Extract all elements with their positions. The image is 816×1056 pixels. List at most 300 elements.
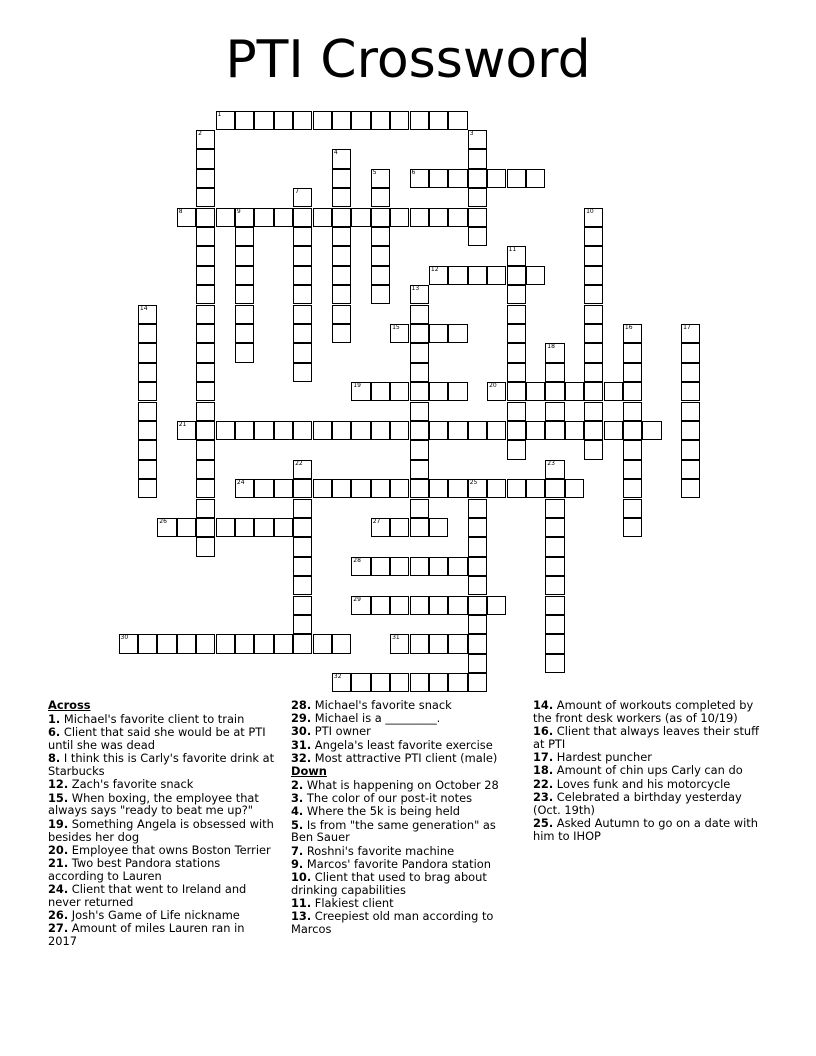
grid-cell[interactable] xyxy=(390,596,409,615)
grid-cell[interactable] xyxy=(313,634,332,653)
grid-cell[interactable] xyxy=(545,363,564,382)
grid-cell[interactable] xyxy=(448,479,467,498)
clue-text: What is happening on October 28 xyxy=(303,777,499,792)
grid-cell[interactable] xyxy=(332,305,351,324)
grid-cell[interactable] xyxy=(313,421,332,440)
grid-cell[interactable] xyxy=(293,479,312,498)
grid-cell[interactable] xyxy=(584,266,603,285)
grid-cell[interactable] xyxy=(545,382,564,401)
grid-cell[interactable] xyxy=(138,363,157,382)
grid-cell[interactable] xyxy=(293,557,312,576)
grid-cell[interactable] xyxy=(254,518,273,537)
grid-cell[interactable] xyxy=(468,130,487,149)
grid-cell[interactable] xyxy=(448,673,467,692)
grid-cell[interactable] xyxy=(235,634,254,653)
grid-cell[interactable] xyxy=(681,460,700,479)
grid-cell[interactable] xyxy=(332,246,351,265)
grid-cell[interactable] xyxy=(138,305,157,324)
clue-number: 13. xyxy=(291,909,312,924)
grid-cell[interactable] xyxy=(371,382,390,401)
grid-cell[interactable] xyxy=(623,518,642,537)
grid-cell[interactable] xyxy=(371,673,390,692)
grid-cell[interactable] xyxy=(138,440,157,459)
grid-cell[interactable] xyxy=(351,557,370,576)
grid-cell[interactable] xyxy=(196,537,215,556)
cell-number: 21 xyxy=(178,420,187,428)
grid-cell[interactable] xyxy=(448,421,467,440)
grid-cell[interactable] xyxy=(681,324,700,343)
grid-cell[interactable] xyxy=(371,246,390,265)
grid-cell[interactable] xyxy=(351,208,370,227)
grid-cell[interactable] xyxy=(196,130,215,149)
grid-cell[interactable] xyxy=(468,654,487,673)
grid-cell[interactable] xyxy=(410,285,429,304)
grid-cell[interactable] xyxy=(371,557,390,576)
grid-cell[interactable] xyxy=(332,169,351,188)
grid-cell[interactable] xyxy=(390,557,409,576)
grid-cell[interactable] xyxy=(196,479,215,498)
grid-cell[interactable] xyxy=(196,440,215,459)
grid-cell[interactable] xyxy=(507,266,526,285)
grid-cell[interactable] xyxy=(274,421,293,440)
grid-cell[interactable] xyxy=(681,402,700,421)
grid-cell[interactable] xyxy=(487,479,506,498)
grid-cell[interactable] xyxy=(584,324,603,343)
grid-cell[interactable] xyxy=(429,634,448,653)
grid-cell[interactable] xyxy=(507,246,526,265)
grid-cell[interactable] xyxy=(196,634,215,653)
grid-cell[interactable] xyxy=(235,227,254,246)
grid-cell[interactable] xyxy=(468,634,487,653)
grid-cell[interactable] xyxy=(371,188,390,207)
grid-cell[interactable] xyxy=(371,518,390,537)
grid-cell[interactable] xyxy=(410,557,429,576)
grid-cell[interactable] xyxy=(429,324,448,343)
grid-cell[interactable] xyxy=(584,363,603,382)
grid-cell[interactable] xyxy=(351,479,370,498)
grid-cell[interactable] xyxy=(448,596,467,615)
grid-cell[interactable] xyxy=(410,499,429,518)
grid-cell[interactable] xyxy=(545,615,564,634)
grid-cell[interactable] xyxy=(410,111,429,130)
grid-cell[interactable] xyxy=(196,460,215,479)
grid-cell[interactable] xyxy=(332,266,351,285)
grid-cell[interactable] xyxy=(274,208,293,227)
grid-cell[interactable] xyxy=(177,421,196,440)
grid-cell[interactable] xyxy=(216,518,235,537)
grid-cell[interactable] xyxy=(584,440,603,459)
grid-cell[interactable] xyxy=(507,363,526,382)
grid-cell[interactable] xyxy=(196,343,215,362)
grid-cell[interactable] xyxy=(196,421,215,440)
grid-cell[interactable] xyxy=(468,188,487,207)
grid-cell[interactable] xyxy=(235,479,254,498)
grid-cell[interactable] xyxy=(196,324,215,343)
grid-cell[interactable] xyxy=(235,246,254,265)
grid-cell[interactable] xyxy=(332,421,351,440)
grid-cell[interactable] xyxy=(371,285,390,304)
grid-cell[interactable] xyxy=(468,169,487,188)
grid-cell[interactable] xyxy=(293,615,312,634)
grid-cell[interactable] xyxy=(468,576,487,595)
grid-cell[interactable] xyxy=(429,518,448,537)
grid-cell[interactable] xyxy=(332,673,351,692)
grid-cell[interactable] xyxy=(487,421,506,440)
grid-cell[interactable] xyxy=(313,479,332,498)
grid-cell[interactable] xyxy=(448,557,467,576)
grid-cell[interactable] xyxy=(390,634,409,653)
grid-cell[interactable] xyxy=(429,382,448,401)
grid-cell[interactable] xyxy=(410,596,429,615)
grid-cell[interactable] xyxy=(545,596,564,615)
grid-cell[interactable] xyxy=(507,169,526,188)
grid-cell[interactable] xyxy=(138,479,157,498)
grid-cell[interactable] xyxy=(429,208,448,227)
grid-cell[interactable] xyxy=(681,421,700,440)
grid-cell[interactable] xyxy=(235,266,254,285)
grid-cell[interactable] xyxy=(623,382,642,401)
grid-cell[interactable] xyxy=(623,402,642,421)
grid-cell[interactable] xyxy=(196,169,215,188)
grid-cell[interactable] xyxy=(371,227,390,246)
grid-cell[interactable] xyxy=(293,537,312,556)
grid-cell[interactable] xyxy=(410,324,429,343)
grid-cell[interactable] xyxy=(332,479,351,498)
grid-cell[interactable] xyxy=(584,305,603,324)
grid-cell[interactable] xyxy=(429,673,448,692)
grid-cell[interactable] xyxy=(565,382,584,401)
grid-cell[interactable] xyxy=(196,149,215,168)
grid-cell[interactable] xyxy=(351,421,370,440)
grid-cell[interactable] xyxy=(371,111,390,130)
grid-cell[interactable] xyxy=(254,634,273,653)
grid-cell[interactable] xyxy=(196,382,215,401)
grid-cell[interactable] xyxy=(429,111,448,130)
grid-cell[interactable] xyxy=(507,402,526,421)
grid-cell[interactable] xyxy=(390,421,409,440)
grid-cell[interactable] xyxy=(448,208,467,227)
grid-cell[interactable] xyxy=(332,111,351,130)
grid-cell[interactable] xyxy=(487,169,506,188)
grid-cell[interactable] xyxy=(487,596,506,615)
grid-cell[interactable] xyxy=(584,382,603,401)
grid-cell[interactable] xyxy=(642,421,661,440)
grid-cell[interactable] xyxy=(410,518,429,537)
grid-cell[interactable] xyxy=(138,634,157,653)
grid-cell[interactable] xyxy=(332,149,351,168)
grid-cell[interactable] xyxy=(526,421,545,440)
grid-cell[interactable] xyxy=(138,460,157,479)
grid-cell[interactable] xyxy=(138,343,157,362)
grid-cell[interactable] xyxy=(410,673,429,692)
grid-cell[interactable] xyxy=(235,305,254,324)
grid-cell[interactable] xyxy=(507,324,526,343)
grid-cell[interactable] xyxy=(254,208,273,227)
grid-cell[interactable] xyxy=(545,518,564,537)
grid-cell[interactable] xyxy=(157,518,176,537)
grid-cell[interactable] xyxy=(293,421,312,440)
grid-cell[interactable] xyxy=(274,111,293,130)
cell-number: 19 xyxy=(353,382,361,390)
grid-cell[interactable] xyxy=(216,421,235,440)
grid-cell[interactable] xyxy=(448,266,467,285)
grid-cell[interactable] xyxy=(623,421,642,440)
grid-cell[interactable] xyxy=(507,440,526,459)
grid-cell[interactable] xyxy=(410,460,429,479)
grid-cell[interactable] xyxy=(507,382,526,401)
grid-cell[interactable] xyxy=(468,208,487,227)
grid-cell[interactable] xyxy=(274,634,293,653)
grid-cell[interactable] xyxy=(468,673,487,692)
grid-cell[interactable] xyxy=(468,596,487,615)
grid-cell[interactable] xyxy=(119,634,138,653)
grid-cell[interactable] xyxy=(526,382,545,401)
grid-cell[interactable] xyxy=(351,673,370,692)
grid-cell[interactable] xyxy=(468,227,487,246)
grid-cell[interactable] xyxy=(565,421,584,440)
grid-cell[interactable] xyxy=(584,421,603,440)
grid-cell[interactable] xyxy=(196,208,215,227)
grid-cell[interactable] xyxy=(448,382,467,401)
grid-cell[interactable] xyxy=(216,111,235,130)
grid-cell[interactable] xyxy=(293,266,312,285)
grid-cell[interactable] xyxy=(332,227,351,246)
grid-cell[interactable] xyxy=(468,537,487,556)
grid-cell[interactable] xyxy=(623,343,642,362)
grid-cell[interactable] xyxy=(274,518,293,537)
grid-cell[interactable] xyxy=(196,518,215,537)
grid-cell[interactable] xyxy=(429,421,448,440)
grid-cell[interactable] xyxy=(681,479,700,498)
grid-cell[interactable] xyxy=(681,440,700,459)
grid-cell[interactable] xyxy=(390,111,409,130)
across-clue xyxy=(48,713,276,726)
grid-cell[interactable] xyxy=(371,266,390,285)
grid-cell[interactable] xyxy=(468,557,487,576)
grid-cell[interactable] xyxy=(235,421,254,440)
grid-cell[interactable] xyxy=(623,499,642,518)
grid-cell[interactable] xyxy=(526,479,545,498)
grid-cell[interactable] xyxy=(351,382,370,401)
grid-cell[interactable] xyxy=(293,576,312,595)
grid-cell[interactable] xyxy=(332,634,351,653)
grid-cell[interactable] xyxy=(584,343,603,362)
grid-cell[interactable] xyxy=(545,634,564,653)
grid-cell[interactable] xyxy=(216,634,235,653)
grid-cell[interactable] xyxy=(545,402,564,421)
grid-cell[interactable] xyxy=(313,208,332,227)
grid-cell[interactable] xyxy=(623,479,642,498)
across-clue xyxy=(48,883,276,909)
grid-cell[interactable] xyxy=(681,382,700,401)
grid-cell[interactable] xyxy=(235,518,254,537)
grid-cell[interactable] xyxy=(177,634,196,653)
grid-cell[interactable] xyxy=(254,479,273,498)
grid-cell[interactable] xyxy=(526,266,545,285)
grid-cell[interactable] xyxy=(351,596,370,615)
grid-cell[interactable] xyxy=(429,557,448,576)
grid-cell[interactable] xyxy=(545,576,564,595)
grid-cell[interactable] xyxy=(274,479,293,498)
grid-cell[interactable] xyxy=(390,382,409,401)
grid-cell[interactable] xyxy=(410,479,429,498)
grid-cell[interactable] xyxy=(216,208,235,227)
grid-cell[interactable] xyxy=(468,421,487,440)
grid-cell[interactable] xyxy=(448,324,467,343)
grid-cell[interactable] xyxy=(293,227,312,246)
grid-cell[interactable] xyxy=(196,227,215,246)
grid-cell[interactable] xyxy=(526,169,545,188)
grid-cell[interactable] xyxy=(410,402,429,421)
grid-cell[interactable] xyxy=(448,169,467,188)
grid-cell[interactable] xyxy=(681,343,700,362)
grid-cell[interactable] xyxy=(371,421,390,440)
grid-cell[interactable] xyxy=(293,111,312,130)
grid-cell[interactable] xyxy=(138,324,157,343)
grid-cell[interactable] xyxy=(545,557,564,576)
grid-cell[interactable] xyxy=(507,285,526,304)
grid-cell[interactable] xyxy=(371,208,390,227)
cell-number: 23 xyxy=(547,459,555,467)
grid-cell[interactable] xyxy=(196,402,215,421)
grid-cell[interactable] xyxy=(332,324,351,343)
grid-cell[interactable] xyxy=(293,305,312,324)
grid-cell[interactable] xyxy=(604,421,623,440)
grid-cell[interactable] xyxy=(293,188,312,207)
grid-cell[interactable] xyxy=(157,634,176,653)
grid-cell[interactable] xyxy=(545,654,564,673)
grid-cell[interactable] xyxy=(565,479,584,498)
grid-cell[interactable] xyxy=(390,479,409,498)
grid-cell[interactable] xyxy=(545,421,564,440)
grid-cell[interactable] xyxy=(681,363,700,382)
grid-cell[interactable] xyxy=(254,111,273,130)
grid-cell[interactable] xyxy=(177,518,196,537)
grid-cell[interactable] xyxy=(410,208,429,227)
grid-cell[interactable] xyxy=(410,343,429,362)
grid-cell[interactable] xyxy=(468,518,487,537)
grid-cell[interactable] xyxy=(448,634,467,653)
grid-cell[interactable] xyxy=(584,402,603,421)
grid-cell[interactable] xyxy=(468,479,487,498)
grid-cell[interactable] xyxy=(235,343,254,362)
grid-cell[interactable] xyxy=(138,402,157,421)
grid-cell[interactable] xyxy=(545,537,564,556)
grid-cell[interactable] xyxy=(623,363,642,382)
grid-cell[interactable] xyxy=(293,324,312,343)
grid-cell[interactable] xyxy=(293,363,312,382)
grid-cell[interactable] xyxy=(332,285,351,304)
cell-number: 5 xyxy=(372,168,377,176)
grid-cell[interactable] xyxy=(468,149,487,168)
grid-cell[interactable] xyxy=(196,266,215,285)
grid-cell[interactable] xyxy=(390,673,409,692)
grid-cell[interactable] xyxy=(196,285,215,304)
grid-cell[interactable] xyxy=(545,343,564,362)
grid-cell[interactable] xyxy=(390,324,409,343)
grid-cell[interactable] xyxy=(254,421,273,440)
grid-cell[interactable] xyxy=(196,305,215,324)
grid-cell[interactable] xyxy=(371,479,390,498)
grid-cell[interactable] xyxy=(487,382,506,401)
grid-cell[interactable] xyxy=(584,285,603,304)
grid-cell[interactable] xyxy=(410,421,429,440)
grid-cell[interactable] xyxy=(293,285,312,304)
grid-cell[interactable] xyxy=(235,208,254,227)
grid-cell[interactable] xyxy=(410,634,429,653)
grid-cell[interactable] xyxy=(390,518,409,537)
grid-cell[interactable] xyxy=(545,479,564,498)
grid-cell[interactable] xyxy=(235,285,254,304)
grid-cell[interactable] xyxy=(138,382,157,401)
grid-cell[interactable] xyxy=(410,440,429,459)
grid-cell[interactable] xyxy=(584,208,603,227)
grid-cell[interactable] xyxy=(410,169,429,188)
grid-cell[interactable] xyxy=(196,188,215,207)
grid-cell[interactable] xyxy=(293,596,312,615)
grid-cell[interactable] xyxy=(293,246,312,265)
grid-cell[interactable] xyxy=(177,208,196,227)
grid-cell[interactable] xyxy=(429,169,448,188)
grid-cell[interactable] xyxy=(410,382,429,401)
grid-cell[interactable] xyxy=(623,324,642,343)
cell-number: 4 xyxy=(333,149,338,157)
grid-cell[interactable] xyxy=(293,634,312,653)
cell-number: 2 xyxy=(198,129,202,137)
grid-cell[interactable] xyxy=(545,499,564,518)
grid-cell[interactable] xyxy=(507,343,526,362)
grid-cell[interactable] xyxy=(410,305,429,324)
grid-cell[interactable] xyxy=(545,460,564,479)
grid-cell[interactable] xyxy=(507,421,526,440)
grid-cell[interactable] xyxy=(410,363,429,382)
grid-cell[interactable] xyxy=(196,246,215,265)
grid-cell[interactable] xyxy=(604,382,623,401)
grid-cell[interactable] xyxy=(487,266,506,285)
grid-cell[interactable] xyxy=(332,208,351,227)
grid-cell[interactable] xyxy=(468,615,487,634)
grid-cell[interactable] xyxy=(138,421,157,440)
grid-cell[interactable] xyxy=(293,208,312,227)
grid-cell[interactable] xyxy=(584,227,603,246)
grid-cell[interactable] xyxy=(429,479,448,498)
grid-cell[interactable] xyxy=(507,305,526,324)
grid-cell[interactable] xyxy=(507,479,526,498)
grid-cell[interactable] xyxy=(293,499,312,518)
grid-cell[interactable] xyxy=(293,343,312,362)
grid-cell[interactable] xyxy=(235,324,254,343)
grid-cell[interactable] xyxy=(584,246,603,265)
grid-cell[interactable] xyxy=(371,596,390,615)
grid-cell[interactable] xyxy=(371,169,390,188)
grid-cell[interactable] xyxy=(468,266,487,285)
grid-cell[interactable] xyxy=(623,460,642,479)
grid-cell[interactable] xyxy=(623,440,642,459)
grid-cell[interactable] xyxy=(332,188,351,207)
grid-cell[interactable] xyxy=(235,111,254,130)
grid-cell[interactable] xyxy=(293,518,312,537)
grid-cell[interactable] xyxy=(468,499,487,518)
grid-cell[interactable] xyxy=(351,111,370,130)
grid-cell[interactable] xyxy=(196,363,215,382)
grid-cell[interactable] xyxy=(429,596,448,615)
grid-cell[interactable] xyxy=(293,460,312,479)
grid-cell[interactable] xyxy=(196,499,215,518)
grid-cell[interactable] xyxy=(313,111,332,130)
grid-cell[interactable] xyxy=(448,111,467,130)
grid-cell[interactable] xyxy=(390,208,409,227)
grid-cell[interactable] xyxy=(429,266,448,285)
